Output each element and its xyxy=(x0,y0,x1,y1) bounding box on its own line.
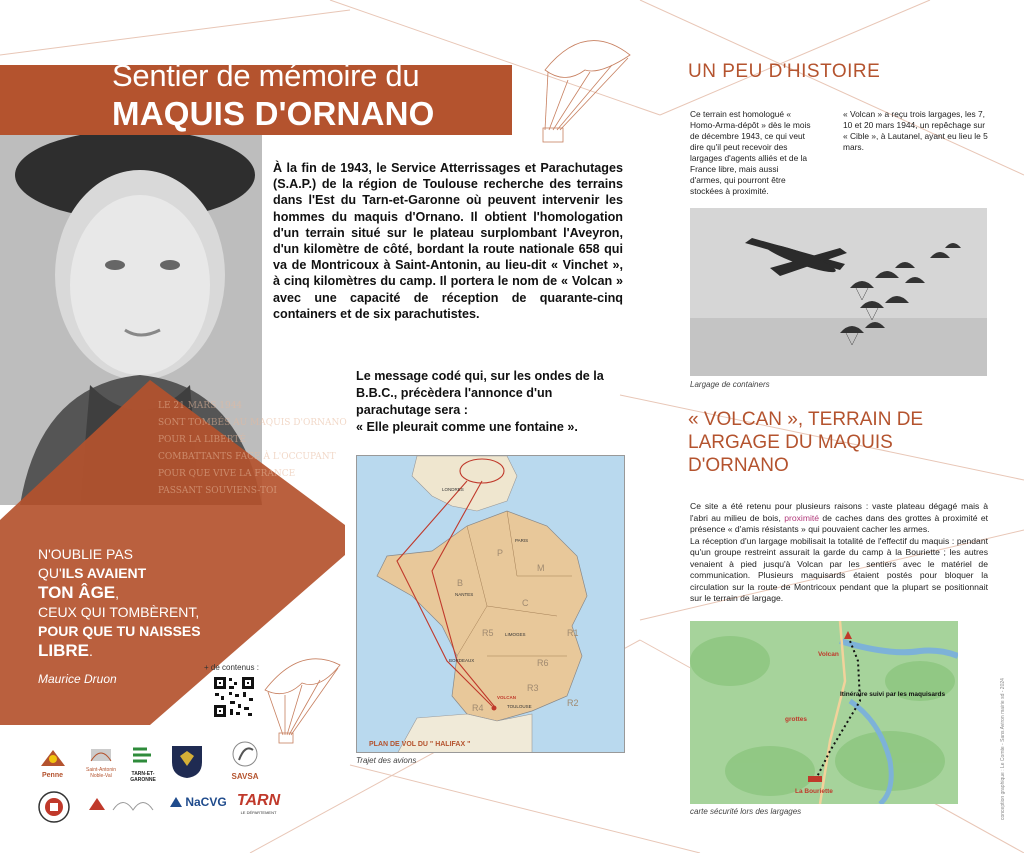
logo-saint-antonin xyxy=(80,745,122,779)
map-zone: B xyxy=(457,578,464,588)
topo-label: grottes xyxy=(785,716,808,723)
histoire-text-col2: « Volcan » a reçu trois largages, les 7, 10 et 20 mars 1944, un repêchage sur « Cible », à Lautanel, ayant eu lieu le 5 mars. xyxy=(843,109,988,152)
map-label: LONDRES xyxy=(442,487,464,492)
volcan-text-part: La réception d'un largage mobilisait la totalité de l'effectif du maquis : pendant qu'un groupe restreint assurait la garde du camp à la Bouriette ; les autres venaient à pied jusqu'à Volcan par les sentiers avec le matériel de communication. Plusieurs maquisards étaient postés pour bloquer la circulation sur la route de Montricoux pendant que la plupart se positionnait sur le terrain de largage. xyxy=(690,535,988,603)
logo-penne xyxy=(35,748,70,779)
association-seal-icon xyxy=(37,790,71,824)
logo-tarn xyxy=(236,792,281,815)
volcan-text-part: Ce site a été retenu pour plusieurs raisons : vaste plateau dégagé mais à l'abri au milieu de bois, xyxy=(690,501,988,523)
map-label: PARIS xyxy=(515,538,529,543)
memorial-plaque xyxy=(158,398,348,500)
side-credit: conception graphique : Le Comte - Sans Aviron mairie sd - 2024 xyxy=(1000,678,1006,820)
parachute-drop-photo xyxy=(690,208,987,376)
map-zone: R4 xyxy=(472,703,484,713)
map-label: NANTES xyxy=(455,592,474,597)
plaque-line: SONT TOMBÉS AU MAQUIS D'ORNANO xyxy=(158,418,347,428)
quote-text: LIBRE xyxy=(38,641,89,660)
plaque-line: PASSANT SOUVIENS-TOI xyxy=(158,486,277,496)
parachute-icon xyxy=(543,41,630,142)
map-zone: R5 xyxy=(482,628,494,638)
quote-text: . xyxy=(89,643,93,659)
map-label: TOULOUSE xyxy=(507,704,532,709)
section-heading-volcan: « VOLCAN », TERRAIN DE LARGAGE DU MAQUIS D'ORNANO xyxy=(688,409,924,476)
museum-logo-icon xyxy=(85,790,165,818)
saint-antonin-logo-icon xyxy=(87,745,115,763)
topo-caption: carte sécurité lors des largages xyxy=(690,807,802,816)
plaque-line: COMBATTANTS FACE À L'OCCUPANT xyxy=(158,452,336,462)
bbc-code-phrase: « Elle pleurait comme une fontaine ». xyxy=(356,420,578,434)
map-zone: R3 xyxy=(527,683,539,693)
histoire-text-col1: Ce terrain est homologué « Homo-Arma-dépôt » dès le mois de décembre 1943, ce qui veut dire qu'il peut recevoir des largages d'agents alliés et de la France libre, mais aussi d'armes, qui pourront être stockées à proximité. xyxy=(690,109,811,196)
tarn-et-garonne-logo-icon xyxy=(129,745,157,767)
volcan-text-part: de caches dans des grottes à proximité et présence « d'amis résistants » qui pouvaient cacher les armes. xyxy=(690,512,988,534)
quote-text: ILS AVAIENT xyxy=(61,565,147,581)
quote-line: N'OUBLIE PAS xyxy=(38,546,133,562)
quote-text: TON ÂGE xyxy=(38,583,116,602)
volcan-text-highlight: proximité xyxy=(784,512,820,523)
map-label: LIMOGES xyxy=(505,632,526,637)
logo-savsa xyxy=(215,740,275,781)
bbc-message xyxy=(356,368,626,436)
flight-map xyxy=(356,455,625,753)
logo-label: NaCVG xyxy=(185,795,227,809)
penne-logo-icon xyxy=(39,748,67,768)
plaque-line: POUR QUE VIVE LA FRANCE xyxy=(158,469,296,479)
quote-text: , xyxy=(115,585,120,601)
logo-nacvg xyxy=(168,795,228,809)
page-title-line2: MAQUIS D'ORNANO xyxy=(112,95,435,132)
plaque-line: POUR LA LIBERTÉ xyxy=(158,435,246,445)
map-zone: R2 xyxy=(567,698,579,708)
map-caption: Trajet des avions xyxy=(356,756,417,765)
topographic-map xyxy=(690,621,958,804)
photo-caption: Largage de containers xyxy=(690,380,770,389)
intro-paragraph: À la fin de 1943, le Service Atterrissages et Parachutages (S.A.P.) de la région de Toulouse recherche des terrains dans l'Est du Tarn-et-Garonne où peuvent intervenir les hommes du maquis d'Ornano. Il obtient l'homologation d'un terrain situé sur le plateau surplombant l'Aveyron, d'un kilomètre de côté, bordant la route nationale 658 qui va de Montricoux à Saint-Antonin, au lieu-dit « Vinchet », à cinq kilomètres du camp. Il portera le nom de « Volcan » avec une capacité de réception de quarante-cinq containers et de six parachutistes. xyxy=(273,161,623,321)
map-zone: R6 xyxy=(537,658,549,668)
page-title-line1: Sentier de mémoire du xyxy=(112,58,420,93)
nacvg-icon xyxy=(169,796,183,808)
logo-label: LE DÉPARTEMENT xyxy=(240,810,277,815)
map-label-volcan: VOLCAN xyxy=(497,695,516,700)
map-title: PLAN DE VOL DU " HALIFAX " xyxy=(369,741,471,748)
coat-of-arms-icon xyxy=(168,742,206,780)
topo-label: Itinéraire suivi par les maquisards xyxy=(840,691,946,698)
quote-author: Maurice Druon xyxy=(38,672,117,686)
map-zone: M xyxy=(537,563,545,573)
topo-label: La Bouriette xyxy=(795,788,833,795)
logo-tarn-et-garonne xyxy=(122,745,164,783)
map-zone: R1 xyxy=(567,628,579,638)
logo-label: TARN xyxy=(236,792,281,809)
map-zone: P xyxy=(497,548,504,558)
savsa-logo-icon xyxy=(225,740,265,768)
quote-line: CEUX QUI TOMBÈRENT, xyxy=(38,604,200,620)
plaque-line: LE 21 MARS 1944 xyxy=(158,401,243,411)
logo-label: Saint-Antonin Noble-Val xyxy=(85,767,117,779)
topo-label: Volcan xyxy=(818,651,839,658)
bbc-message-text: Le message codé qui, sur les ondes de la B.B.C., précèdera l'annonce d'un parachutage sera : xyxy=(356,369,604,417)
map-label: BORDEAUX xyxy=(449,658,475,663)
quote-text: QU' xyxy=(38,565,62,581)
logo-label: Penne xyxy=(41,772,63,779)
qr-code[interactable] xyxy=(213,676,255,718)
map-zone: C xyxy=(522,598,529,608)
logo-label: TARN-ET-GARONNE xyxy=(130,771,156,783)
volcan-text xyxy=(690,501,988,605)
section-heading-histoire: UN PEU D'HISTOIRE xyxy=(688,61,881,82)
logo-label: SAVSA xyxy=(231,772,259,781)
quote-line: POUR QUE TU NAISSES xyxy=(38,623,201,639)
memorial-quote xyxy=(38,545,258,661)
qr-label: + de contenus : xyxy=(204,663,259,672)
